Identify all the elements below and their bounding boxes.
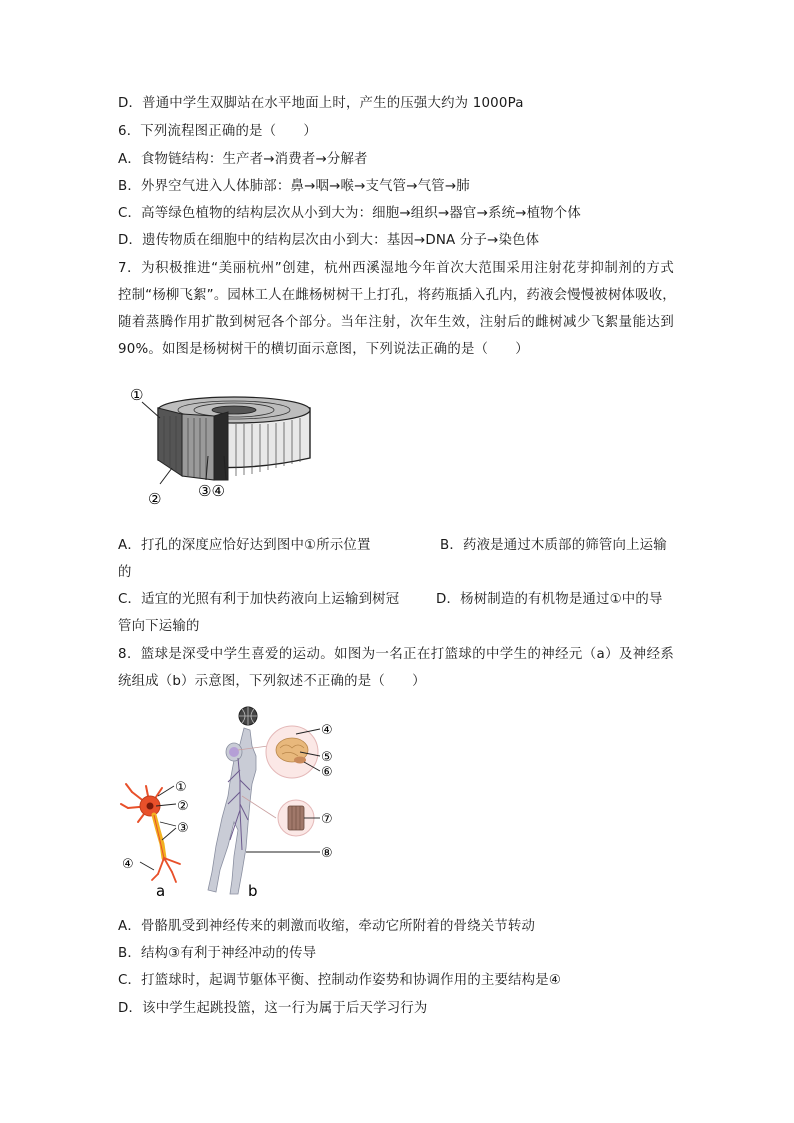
q8-option-d: D．该中学生起跳投篮，这一行为属于后天学习行为 [118, 1001, 428, 1016]
system-label-7: ⑦ [321, 812, 333, 827]
neuron-label-4: ④ [122, 857, 134, 872]
system-label-5: ⑤ [321, 750, 333, 765]
q7-option-d-line-1: D．杨树制造的有机物是通过①中的导 [436, 592, 663, 607]
q8-option-c: C．打篮球时，起调节躯体平衡、控制动作姿势和协调作用的主要结构是④ [118, 973, 562, 988]
nervous-system-figure [200, 700, 350, 900]
system-label-4: ④ [321, 723, 333, 738]
neuron-label-2: ② [177, 799, 189, 814]
q8-stem-line-2: 统组成（b）示意图，下列叙述不正确的是（ ） [118, 674, 426, 689]
neuron-label-1: ① [175, 780, 187, 795]
q8-stem-line-1: 8．篮球是深受中学生喜爱的运动。如图为一名正在打篮球的中学生的神经元（a）及神经系 [118, 647, 674, 662]
q7-option-b-line-1: B．药液是通过木质部的筛管向上运输 [440, 538, 667, 553]
system-label-6: ⑥ [321, 765, 333, 780]
q7-option-c: C．适宜的光照有利于加快药液向上运输到树冠 [118, 592, 400, 607]
q7-stem-line-1: 7．为积极推进“美丽杭州”创建，杭州西溪湿地今年首次大范围采用注射花芽抑制剂的方式 [118, 261, 674, 276]
q6-option-c: C．高等绿色植物的结构层次从小到大为：细胞→组织→器官→系统→植物个体 [118, 206, 581, 221]
q6-stem: 6．下列流程图正确的是（ ） [118, 124, 317, 139]
q7-stem-line-2: 控制“杨柳飞絮”。园林工人在雌杨树树干上打孔，将药瓶插入孔内，药液会慢慢被树体吸收， [118, 288, 676, 303]
q8-option-a: A．骨骼肌受到神经传来的刺激而收缩，牵动它所附着的骨绕关节转动 [118, 919, 536, 934]
label-3-4: ③④ [198, 482, 225, 500]
q7-stem-line-3: 随着蒸腾作用扩散到树冠各个部分。当年注射，次年生效，注射后的雌树减少飞絮量能达到 [118, 315, 674, 330]
figure-b-label: b [248, 882, 258, 900]
q7-option-a: A．打孔的深度应恰好达到图中①所示位置 [118, 538, 371, 553]
neuron-label-3: ③ [177, 821, 189, 836]
q5-option-d: D．普通中学生双脚站在水平地面上时，产生的压强大约为 1000Pa [118, 96, 524, 111]
label-1: ① [130, 386, 144, 404]
q6-option-b: B．外界空气进入人体肺部：鼻→咽→喉→支气管→气管→肺 [118, 179, 470, 194]
label-2: ② [148, 490, 162, 508]
q8-option-b: B．结构③有利于神经冲动的传导 [118, 946, 317, 961]
figure-a-label: a [156, 882, 166, 900]
q6-option-a: A．食物链结构：生产者→消费者→分解者 [118, 152, 368, 167]
q7-stem-line-4: 90%。如图是杨树树干的横切面示意图，下列说法正确的是（ ） [118, 342, 529, 357]
tree-trunk-cross-section-figure [120, 380, 320, 510]
q7-option-d-line-2: 管向下运输的 [118, 619, 200, 634]
system-label-8: ⑧ [321, 846, 333, 861]
q7-option-b-line-2: 的 [118, 565, 132, 580]
q6-option-d: D．遗传物质在细胞中的结构层次由小到大：基因→DNA 分子→染色体 [118, 233, 540, 248]
neuron-figure [118, 770, 208, 900]
